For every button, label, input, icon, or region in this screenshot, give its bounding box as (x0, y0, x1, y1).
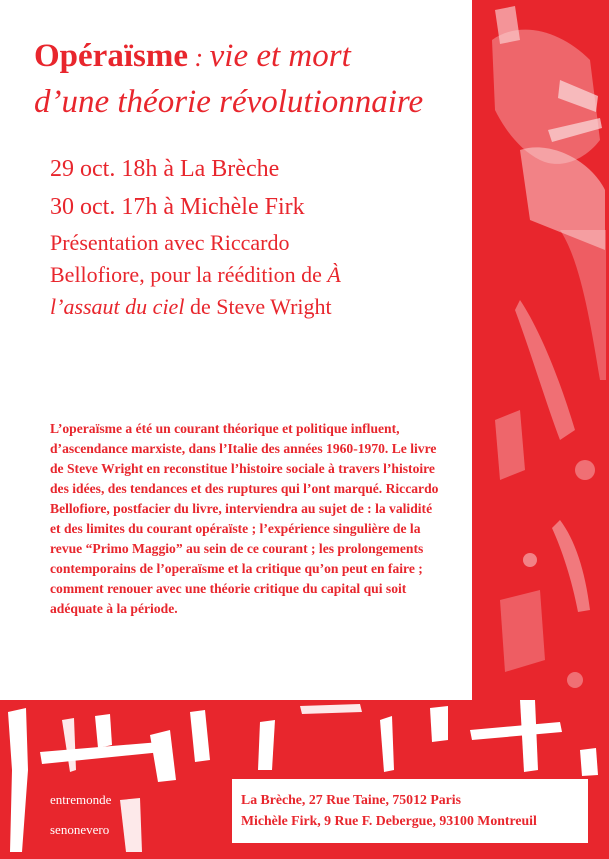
publisher-senonevero: senonevero (50, 822, 110, 837)
event-dates (50, 150, 430, 226)
title-subtitle-line2: d’une théorie révolutionnaire (34, 84, 424, 120)
address-michele-firk: Michèle Firk, 9 Rue F. Debergue, 93100 Montreuil (241, 813, 537, 828)
poster-title (34, 34, 474, 124)
title-separator: : (187, 43, 210, 72)
event-date-2: 30 oct. 17h à Michèle Firk (50, 194, 305, 220)
addresses-box (232, 779, 588, 843)
presentation-text (50, 227, 360, 323)
title-subtitle-line1: vie et mort (209, 38, 351, 74)
presentation-after: de Steve Wright (184, 294, 332, 319)
event-description: L’operaïsme a été un courant théorique et politique influent, d’ascendance marxiste, dans l’Italie des années 1960-1970. Le livre de Steve Wright en reconstitue l’histoire sociale à travers l’histoire des idées, des tendances et des ruptures qui l’ont marqué. Riccardo Bellofiore, postfacier du livre, interviendra au sujet de : la validité et des limites du courant opéraïste ; l’expérience singulière de la revue “Primo Maggio” au sein de ce courant ; les prolongements contemporains de l’operaïsme et la critique qu’on peut en faire ; comment renouer avec une théorie critique du capital qui soit adéquate à la période. (50, 421, 439, 616)
book-title: À l’assaut du ciel (50, 262, 341, 319)
publisher-entremonde: entremonde (50, 792, 112, 807)
title-main: Opéraïsme (34, 38, 188, 74)
presentation-before: Présentation avec Riccardo Bellofiore, pour la réédition de (50, 230, 328, 287)
address-la-breche: La Brèche, 27 Rue Taine, 75012 Paris (241, 792, 461, 807)
event-date-1: 29 oct. 18h à La Brèche (50, 156, 280, 182)
